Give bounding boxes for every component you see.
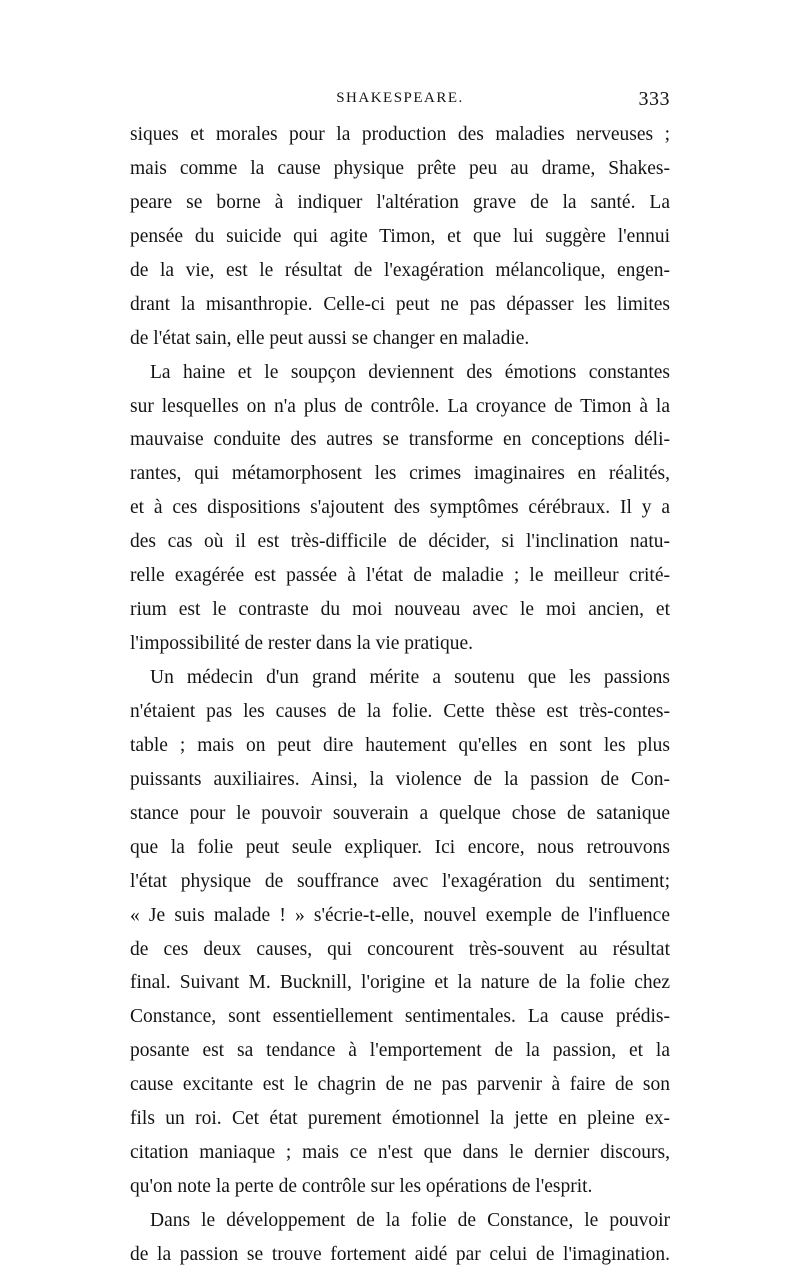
text-line: mauvaise conduite des autres se transforme en conceptions déli- [130,429,670,451]
text-line: des cas où il est très-difficile de décider, si l'inclination natu- [130,531,670,553]
text-line: Dans le développement de la folie de Constance, le pouvoir [150,1210,670,1231]
text-line: sur lesquelles on n'a plus de contrôle. La croyance de Timon à la [130,395,670,417]
body-text [130,118,670,1272]
text-line: de la vie, est le résultat de l'exagération mélancolique, engen- [130,259,670,281]
text-line: drant la misanthropie. Celle-ci peut ne pas dépasser les limites [130,293,670,315]
text-line: table ; mais on peut dire hautement qu'elles en sont les plus [130,734,670,756]
text-line: qu'on note la perte de contrôle sur les opérations de l'esprit. [130,1176,593,1198]
text-line: puissants auxiliaires. Ainsi, la violence de la passion de Con- [130,768,670,790]
text-line: peare se borne à indiquer l'altération grave de la santé. La [130,191,670,213]
text-line: de ces deux causes, qui concourent très-souvent au résultat [130,938,670,960]
text-line: Constance, sont essentiellement sentimentales. La cause prédis- [130,1006,670,1028]
text-line: relle exagérée est passée à l'état de maladie ; le meilleur crité- [130,565,670,587]
text-line: pensée du suicide qui agite Timon, et que lui suggère l'ennui [130,225,670,247]
text-line: citation maniaque ; mais ce n'est que dans le dernier discours, [130,1142,670,1164]
text-line: mais comme la cause physique prête peu au drame, Shakes- [130,157,670,179]
text-line: et à ces dispositions s'ajoutent des symptômes cérébraux. Il y a [130,497,670,519]
text-line: n'étaient pas les causes de la folie. Cette thèse est très-contes- [130,700,670,722]
text-line: rium est le contraste du moi nouveau avec le moi ancien, et [130,599,670,621]
running-head [130,88,670,114]
text-line: de l'état sain, elle peut aussi se changer en maladie. [130,327,530,349]
text-line: cause excitante est le chagrin de ne pas parvenir à faire de son [130,1074,670,1096]
text-line: fils un roi. Cet état purement émotionnel la jette en pleine ex- [130,1108,670,1130]
text-line: l'impossibilité de rester dans la vie pratique. [130,633,474,655]
text-line: rantes, qui métamorphosent les crimes imaginaires en réalités, [130,463,670,485]
text-line: stance pour le pouvoir souverain a quelque chose de satanique [130,802,670,824]
text-line: « Je suis malade ! » s'écrie-t-elle, nouvel exemple de l'influence [130,904,670,926]
text-line: de la passion se trouve fortement aidé par celui de l'imagination. [130,1243,670,1265]
running-title: SHAKESPEARE. [336,90,464,106]
text-line: l'état physique de souffrance avec l'exagération du sentiment; [130,870,670,892]
text-line: siques et morales pour la production des maladies nerveuses ; [130,124,670,145]
text-line: Un médecin d'un grand mérite a soutenu que les passions [150,667,670,688]
page-number: 333 [638,88,670,110]
text-line: La haine et le soupçon deviennent des émotions constantes [150,361,670,383]
text-line: posante est sa tendance à l'emportement de la passion, et la [130,1040,670,1062]
text-line: final. Suivant M. Bucknill, l'origine et la nature de la folie chez [130,972,670,994]
text-line: que la folie peut seule expliquer. Ici encore, nous retrouvons [130,836,670,858]
